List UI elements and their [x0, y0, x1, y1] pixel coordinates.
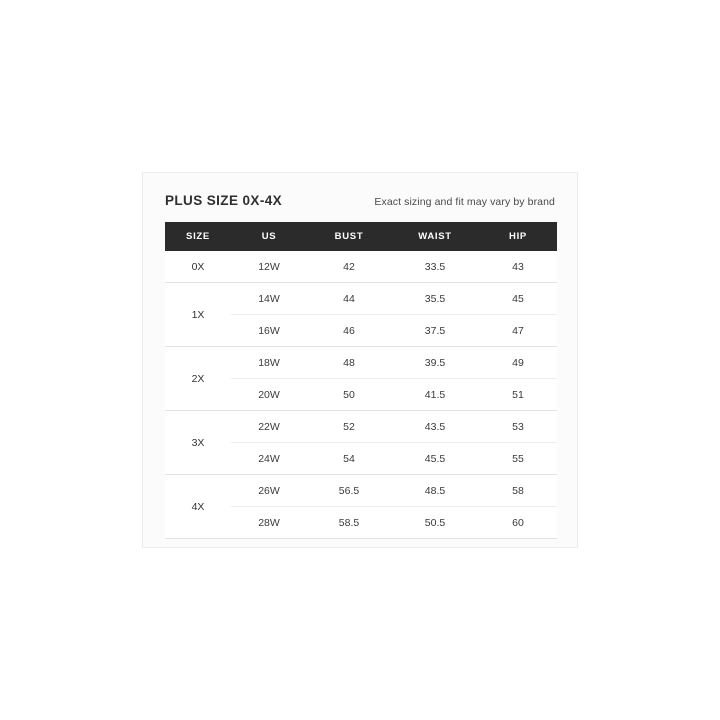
column-header-bust: BUST: [307, 222, 391, 251]
waist-cell: 45.5: [391, 443, 479, 475]
bust-cell: 44: [307, 283, 391, 315]
card-header: [143, 173, 577, 222]
size-label-cell: 4X: [165, 475, 231, 539]
size-chart-table: [165, 222, 557, 539]
bust-cell: 48: [307, 347, 391, 379]
table-header-row: [165, 222, 557, 251]
us-cell: 16W: [231, 315, 307, 347]
waist-cell: 41.5: [391, 379, 479, 411]
waist-cell: 43.5: [391, 411, 479, 443]
hip-cell: 49: [479, 347, 557, 379]
table-row: [165, 347, 557, 379]
waist-cell: 35.5: [391, 283, 479, 315]
bust-cell: 52: [307, 411, 391, 443]
table-body: [165, 251, 557, 539]
column-header-waist: WAIST: [391, 222, 479, 251]
bust-cell: 58.5: [307, 507, 391, 539]
table-header: [165, 222, 557, 251]
size-label-cell: 0X: [165, 251, 231, 283]
us-cell: 26W: [231, 475, 307, 507]
hip-cell: 45: [479, 283, 557, 315]
bust-cell: 54: [307, 443, 391, 475]
waist-cell: 50.5: [391, 507, 479, 539]
size-label-cell: 3X: [165, 411, 231, 475]
waist-cell: 48.5: [391, 475, 479, 507]
hip-cell: 55: [479, 443, 557, 475]
column-header-hip: HIP: [479, 222, 557, 251]
us-cell: 24W: [231, 443, 307, 475]
waist-cell: 33.5: [391, 251, 479, 283]
us-cell: 18W: [231, 347, 307, 379]
bust-cell: 42: [307, 251, 391, 283]
sizing-disclaimer: Exact sizing and fit may vary by brand: [374, 196, 555, 208]
us-cell: 20W: [231, 379, 307, 411]
hip-cell: 58: [479, 475, 557, 507]
size-chart-card: [142, 172, 578, 548]
hip-cell: 60: [479, 507, 557, 539]
us-cell: 14W: [231, 283, 307, 315]
us-cell: 22W: [231, 411, 307, 443]
hip-cell: 43: [479, 251, 557, 283]
us-cell: 12W: [231, 251, 307, 283]
bust-cell: 56.5: [307, 475, 391, 507]
waist-cell: 39.5: [391, 347, 479, 379]
column-header-size: SIZE: [165, 222, 231, 251]
column-header-us: US: [231, 222, 307, 251]
waist-cell: 37.5: [391, 315, 479, 347]
bust-cell: 46: [307, 315, 391, 347]
table-row: [165, 411, 557, 443]
page-title: PLUS SIZE 0X-4X: [165, 193, 283, 208]
size-label-cell: 1X: [165, 283, 231, 347]
table-row: [165, 475, 557, 507]
us-cell: 28W: [231, 507, 307, 539]
hip-cell: 53: [479, 411, 557, 443]
hip-cell: 51: [479, 379, 557, 411]
hip-cell: 47: [479, 315, 557, 347]
table-row: [165, 251, 557, 283]
table-row: [165, 283, 557, 315]
size-label-cell: 2X: [165, 347, 231, 411]
bust-cell: 50: [307, 379, 391, 411]
